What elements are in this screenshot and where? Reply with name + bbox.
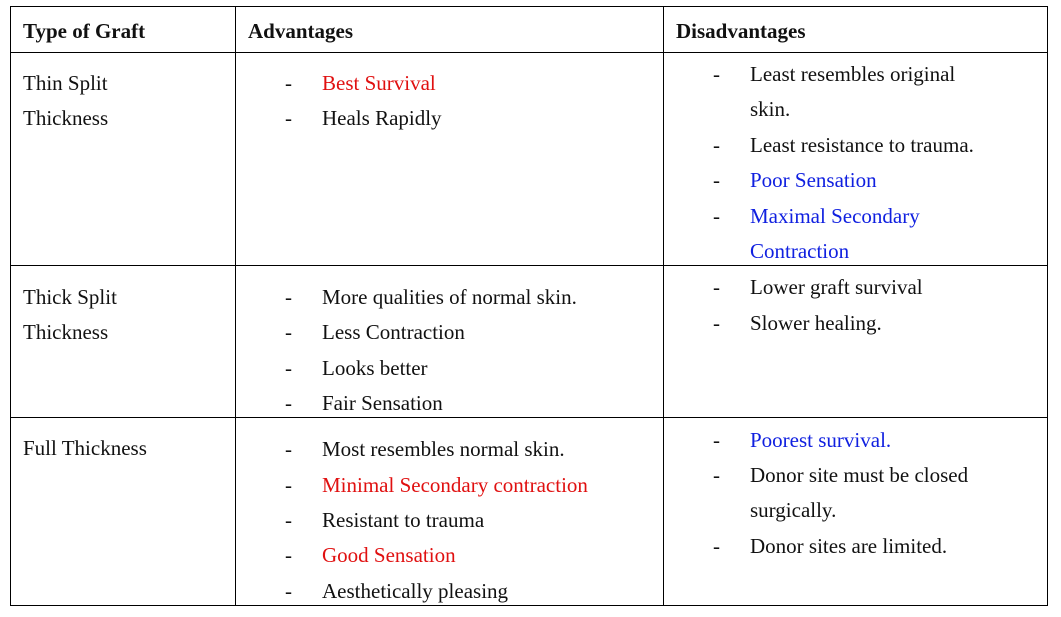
row2-advantage-4: Fair Sensation xyxy=(322,391,443,415)
bullet-dash: - xyxy=(713,463,720,487)
row1-disadvantage-1-line1: Least resembles original xyxy=(750,62,956,86)
header-advantages: Advantages xyxy=(248,19,354,43)
row1-disadvantage-4-line2: Contraction xyxy=(750,239,850,263)
bullet-dash: - xyxy=(285,437,292,461)
header-disadvantages: Disadvantages xyxy=(676,19,806,43)
row2-advantage-1: More qualities of normal skin. xyxy=(322,285,577,309)
bullet-dash: - xyxy=(285,71,292,95)
row1-disadvantage-1-line2: skin. xyxy=(750,97,791,121)
row3-advantage-2: Minimal Secondary contraction xyxy=(322,473,588,497)
column-divider xyxy=(663,7,664,605)
header-type-of-graft: Type of Graft xyxy=(23,19,146,43)
graft-comparison-table xyxy=(10,6,1048,606)
row1-advantage-2: Heals Rapidly xyxy=(322,106,442,130)
row1-type-line2: Thickness xyxy=(23,106,109,130)
bullet-dash: - xyxy=(285,508,292,532)
bullet-dash: - xyxy=(713,311,720,335)
row2-advantage-2: Less Contraction xyxy=(322,320,465,344)
row2-disadvantage-1: Lower graft survival xyxy=(750,275,923,299)
row1-disadvantage-4-line1: Maximal Secondary xyxy=(750,204,920,228)
row3-disadvantage-2-line1: Donor site must be closed xyxy=(750,463,969,487)
bullet-dash: - xyxy=(713,534,720,558)
row-divider xyxy=(11,52,1047,53)
row1-disadvantage-3: Poor Sensation xyxy=(750,168,877,192)
row2-type-line2: Thickness xyxy=(23,320,109,344)
row1-advantage-1: Best Survival xyxy=(322,71,436,95)
row3-advantage-5: Aesthetically pleasing xyxy=(322,579,509,603)
row3-disadvantage-1: Poorest survival. xyxy=(750,428,892,452)
bullet-dash: - xyxy=(713,168,720,192)
column-divider xyxy=(235,7,236,605)
bullet-dash: - xyxy=(713,428,720,452)
row-divider xyxy=(11,265,1047,266)
bullet-dash: - xyxy=(285,543,292,567)
row3-advantage-4: Good Sensation xyxy=(322,543,456,567)
bullet-dash: - xyxy=(713,204,720,228)
row-divider xyxy=(11,417,1047,418)
row2-advantage-3: Looks better xyxy=(322,356,428,380)
row2-type-line1: Thick Split xyxy=(23,285,117,309)
row3-disadvantage-3: Donor sites are limited. xyxy=(750,534,948,558)
row3-advantage-3: Resistant to trauma xyxy=(322,508,485,532)
bullet-dash: - xyxy=(713,133,720,157)
row1-disadvantage-2: Least resistance to trauma. xyxy=(750,133,974,157)
bullet-dash: - xyxy=(285,106,292,130)
row3-type-line1: Full Thickness xyxy=(23,436,147,460)
row3-advantage-1: Most resembles normal skin. xyxy=(322,437,565,461)
bullet-dash: - xyxy=(285,285,292,309)
bullet-dash: - xyxy=(285,320,292,344)
bullet-dash: - xyxy=(285,391,292,415)
bullet-dash: - xyxy=(713,275,720,299)
bullet-dash: - xyxy=(713,62,720,86)
row2-disadvantage-2: Slower healing. xyxy=(750,311,882,335)
bullet-dash: - xyxy=(285,579,292,603)
row3-disadvantage-2-line2: surgically. xyxy=(750,498,837,522)
bullet-dash: - xyxy=(285,356,292,380)
row1-type-line1: Thin Split xyxy=(23,71,108,95)
bullet-dash: - xyxy=(285,473,292,497)
